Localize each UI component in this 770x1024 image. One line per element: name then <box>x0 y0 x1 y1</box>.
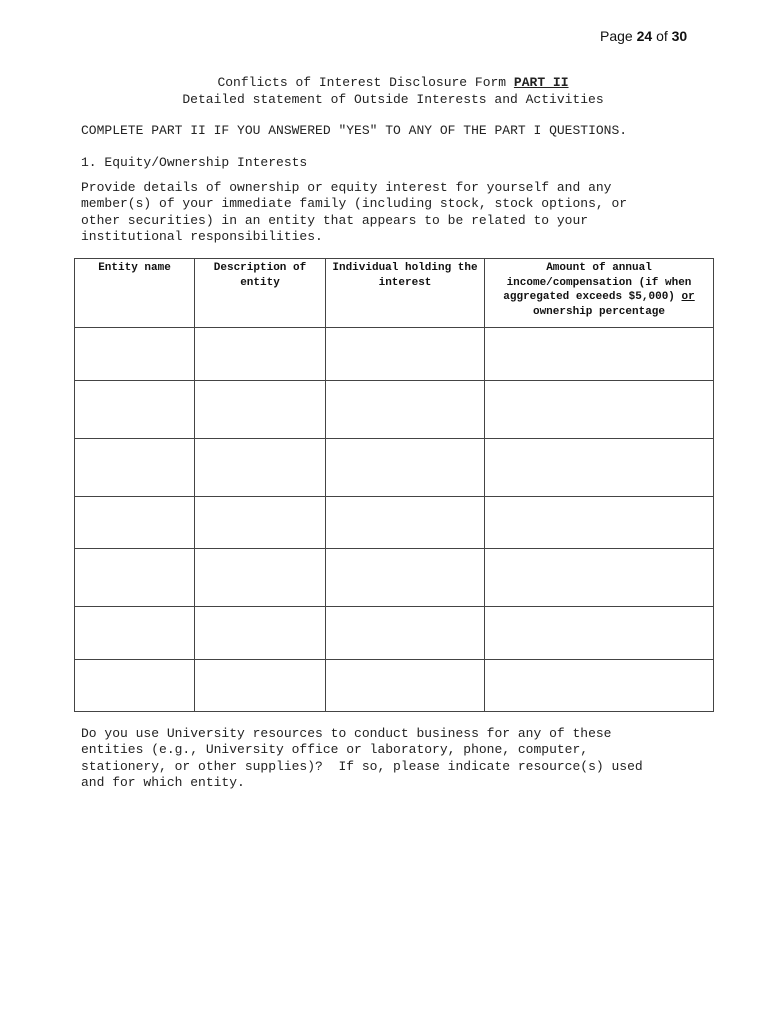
table-cell[interactable] <box>75 660 195 712</box>
table-row <box>75 439 714 497</box>
current-page: 24 <box>636 28 653 44</box>
table-cell[interactable] <box>485 381 714 439</box>
table-cell[interactable] <box>326 607 485 660</box>
part-label: PART II <box>513 75 569 90</box>
table-row <box>75 607 714 660</box>
table-cell[interactable] <box>75 439 195 497</box>
column-header-amount <box>485 259 714 328</box>
table-cell[interactable] <box>195 607 326 660</box>
description-line: other securities) in an entity that appears to be related to your <box>81 212 589 228</box>
table-cell[interactable] <box>75 607 195 660</box>
column-header-description: Description of entity <box>195 259 326 328</box>
description-line: institutional responsibilities. <box>81 228 323 244</box>
resources-question <box>81 726 643 791</box>
table-cell[interactable] <box>195 549 326 607</box>
column-header-entity-name: Entity name <box>75 259 195 328</box>
section-heading: 1. Equity/Ownership Interests <box>81 155 308 170</box>
table-cell[interactable] <box>195 328 326 381</box>
page-label: Page <box>600 28 633 44</box>
table-cell[interactable] <box>195 439 326 497</box>
table-cell[interactable] <box>195 660 326 712</box>
section-description <box>81 180 627 245</box>
table-row <box>75 660 714 712</box>
table-cell[interactable] <box>195 381 326 439</box>
table-row <box>75 381 714 439</box>
amount-header-or: or <box>681 291 695 303</box>
question-line: and for which entity. <box>81 774 245 790</box>
question-line: Do you use University resources to conduct business for any of these <box>81 726 612 741</box>
page-number <box>600 28 687 44</box>
question-line: entities (e.g., University office or laboratory, phone, computer, <box>81 742 589 758</box>
table-cell[interactable] <box>485 660 714 712</box>
table-cell[interactable] <box>195 497 326 549</box>
table-cell[interactable] <box>326 497 485 549</box>
description-line: Provide details of ownership or equity interest for yourself and any <box>81 180 612 195</box>
table-cell[interactable] <box>485 328 714 381</box>
table-cell[interactable] <box>326 381 485 439</box>
table-cell[interactable] <box>75 497 195 549</box>
total-pages: 30 <box>671 28 688 44</box>
table-cell[interactable] <box>485 497 714 549</box>
amount-header-tail: ownership percentage <box>532 305 666 318</box>
amount-header-text: Amount of annual income/compensation (if when aggregated exceeds $5,000) <box>503 262 692 303</box>
table-cell[interactable] <box>326 549 485 607</box>
table-cell[interactable] <box>75 549 195 607</box>
form-title <box>8 74 770 91</box>
table-row <box>75 328 714 381</box>
table-cell[interactable] <box>326 660 485 712</box>
table-row <box>75 497 714 549</box>
description-line: member(s) of your immediate family (including stock, stock options, or <box>81 196 628 212</box>
form-subtitle: Detailed statement of Outside Interests and Activities <box>182 92 604 107</box>
table-cell[interactable] <box>75 328 195 381</box>
table-row <box>75 549 714 607</box>
equity-interests-table <box>74 258 714 712</box>
table-cell[interactable] <box>485 607 714 660</box>
table-header-row <box>75 259 714 328</box>
instruction-text: COMPLETE PART II IF YOU ANSWERED "YES" TO ANY OF THE PART I QUESTIONS. <box>81 123 628 138</box>
question-line: stationery, or other supplies)? If so, please indicate resource(s) used <box>81 758 643 774</box>
table-cell[interactable] <box>326 328 485 381</box>
page-of-label: of <box>656 28 668 44</box>
column-header-individual: Individual holding the interest <box>326 259 485 328</box>
table-cell[interactable] <box>485 439 714 497</box>
table-cell[interactable] <box>326 439 485 497</box>
form-title-text: Conflicts of Interest Disclosure Form <box>217 75 507 90</box>
table-cell[interactable] <box>485 549 714 607</box>
table-cell[interactable] <box>75 381 195 439</box>
